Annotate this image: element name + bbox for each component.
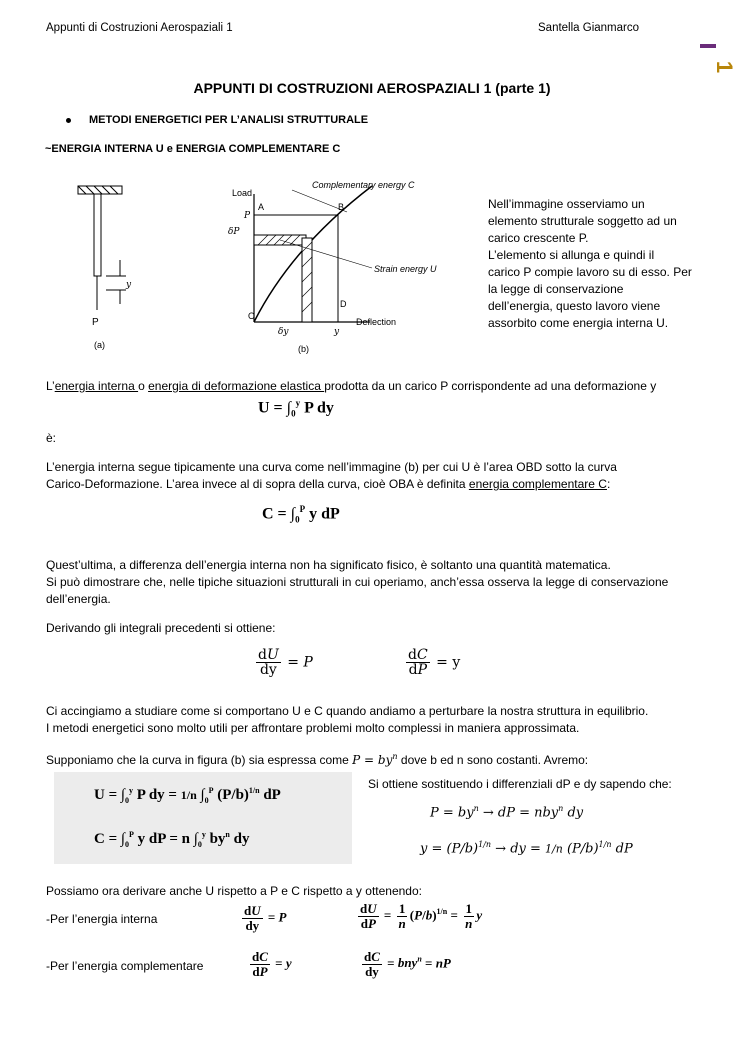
figure-b-label: (b) (298, 344, 309, 354)
formula-box: $U = \int_0^y$ P dy = 1/n $\int_0^P$ $(P/b)^{1/n}$ dP $C = \int_0^P$ y dP = n $\int_0^y$ $by^n$ dy (54, 772, 352, 864)
text-derive: Possiamo ora derivare anche U rispetto a P e C rispetto a y ottenendo: (46, 884, 422, 898)
bullet-icon (66, 118, 71, 123)
svg-text:y: y (334, 327, 340, 337)
page-title: APPUNTI DI COSTRUZIONI AEROSPAZIALI 1 (parte 1) (193, 80, 551, 96)
formula-dC-dP-2: $\frac{dC}{dP}$ = y (252, 949, 292, 979)
formula-dU-dy-2: $\frac{dU}{dy}$ = P (244, 903, 287, 933)
figure-a (70, 180, 150, 360)
svg-text:D: D (340, 299, 347, 309)
load-label: Load (232, 188, 253, 198)
label-internal: -Per l’energia interna (46, 912, 158, 926)
paragraph-complementary: Quest’ultima, a differenza dell’energia interna non ha significato fisico, è soltanto una quantità matematica. Si può dimostrare che, nelle tipiche situazioni strutturali in cui operiamo, anch’essa osserva la legge di conservazione dell’energia. (46, 558, 669, 606)
figure-a-label: (a) (94, 340, 105, 350)
strain-label: Strain energy U (374, 264, 437, 274)
section-heading: ~ENERGIA INTERNA U e ENERGIA COMPLEMENTARE C (45, 143, 341, 155)
text-substitution: Si ottiene sostituendo i differenziali dP e dy sapendo che: (368, 777, 672, 791)
svg-text:A: A (258, 202, 265, 212)
bullet-item (66, 114, 368, 126)
formula-C: $C = \int_0^P$ y dP (262, 504, 340, 525)
label-complementary: -Per l’energia complementare (46, 959, 204, 973)
svg-text:δy: δy (278, 327, 289, 337)
header-right: Santella Gianmarco (538, 22, 639, 34)
svg-text:B: B (338, 202, 345, 212)
svg-text:y: y (126, 280, 132, 290)
formula-dU-dP: $\frac{dU}{dP}$ = $\frac{1}{n}$ $(P/b)^{1/n}$ = $\frac{1}{n}$ y (360, 901, 483, 931)
svg-text:O: O (248, 311, 256, 321)
deflection-label: Deflection (356, 317, 397, 327)
paragraph-energy-definition: L’energia interna o energia di deformazione elastica prodotta da un carico P corrispondente ad una deformazione y (46, 379, 657, 393)
bullet-text: METODI ENERGETICI PER L’ANALISI STRUTTURALE (89, 114, 369, 126)
svg-text:P: P (92, 317, 99, 328)
svg-text:P: P (244, 211, 251, 221)
formula-P-dP: $P = by^n$ → dP = nby$^n$ dy (430, 804, 584, 821)
formula-y-dy: $y = (P/b)^{1/n}$ → dy = 1/n $(P/b)^{1/n}$ dP (420, 840, 633, 857)
complementary-label: Complementary energy C (312, 180, 415, 190)
text-derivando: Derivando gli integrali precedenti si ottiene: (46, 621, 276, 635)
page-number: 1 (711, 60, 737, 74)
formula-U: $U = \int_0^y$ P dy (258, 398, 334, 419)
formula-dC-dy: $\frac{dC}{dy}$ = bny$^n$ = nP (364, 949, 451, 979)
paragraph-suppose: Supponiamo che la curva in figura (b) sia espressa come $P = by^n$ dove b ed n sono costanti. Avremo: (46, 752, 589, 767)
formula-dC-dP: $\frac{dC}{dP}$ = y (408, 647, 461, 678)
figure-b (222, 172, 462, 357)
page-marker-bar (700, 44, 716, 48)
paragraph-perturbation: Ci accingiamo a studiare come si comportano U e C quando andiamo a perturbare la nostra struttura in equilibrio. I metodi energetici sono molto utili per affrontare problemi molto complessi in maniera approssimata. (46, 704, 649, 735)
paragraph-curve: L’energia interna segue tipicamente una curva come nell’immagine (b) per cui U è l’area OBD sotto la curva Carico-Deformazione. L’area invece al di sopra della curva, cioè OBA è definita energia complementare C: (46, 460, 617, 491)
formula-dU-dy: $\frac{dU}{dy}$ = P (258, 647, 313, 678)
header-left: Appunti di Costruzioni Aerospaziali 1 (46, 22, 233, 34)
svg-text:δP: δP (228, 227, 240, 237)
side-paragraph: Nell’immagine osserviamo un elemento strutturale soggetto ad un carico crescente P. L’elemento si allunga e quindi il carico P compie lavoro su di esso. Per la legge di conservazione dell’energia, questo lavoro viene assorbito come energia interna U. (488, 197, 692, 330)
text-e: è: (46, 431, 57, 445)
